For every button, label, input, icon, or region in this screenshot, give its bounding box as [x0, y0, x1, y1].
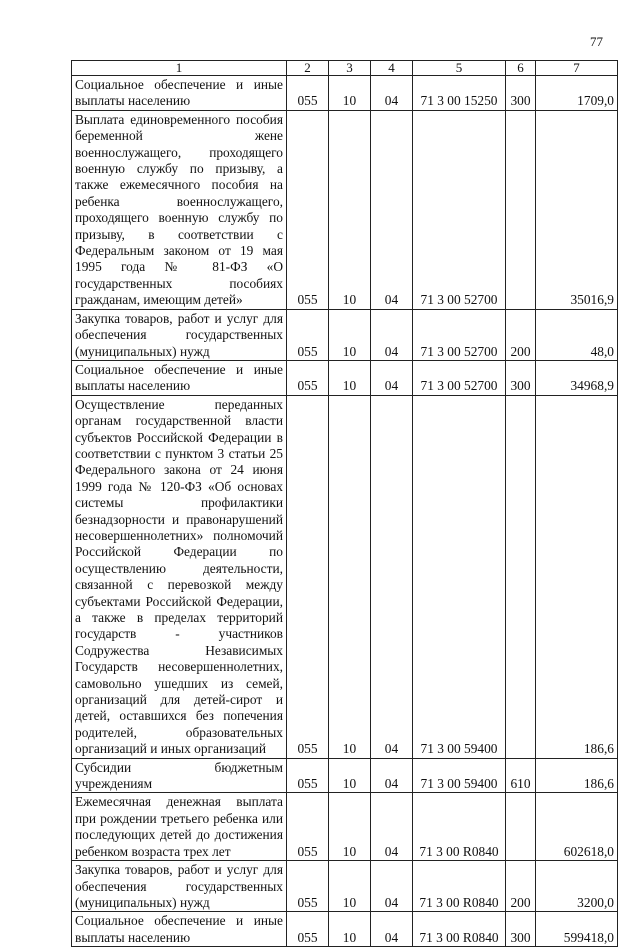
section-code: 10 — [329, 309, 371, 360]
subsection-code: 04 — [371, 861, 413, 912]
column-header: 1 — [72, 61, 287, 76]
budget-table — [71, 60, 618, 947]
section-code: 10 — [329, 110, 371, 309]
subsection-code: 04 — [371, 758, 413, 793]
subsection-code: 04 — [371, 912, 413, 947]
ved-code: 055 — [287, 395, 329, 758]
expense-type-code — [506, 110, 536, 309]
table-row — [72, 793, 618, 861]
amount: 602618,0 — [536, 793, 618, 861]
table-row — [72, 360, 618, 395]
amount: 35016,9 — [536, 110, 618, 309]
page-number: 77 — [590, 34, 603, 49]
row-name: Закупка товаров, работ и услуг для обеспечения государственных (муниципальных) нужд — [72, 861, 287, 912]
column-header: 6 — [506, 61, 536, 76]
section-code: 10 — [329, 861, 371, 912]
expense-type-code: 200 — [506, 861, 536, 912]
section-code: 10 — [329, 395, 371, 758]
subsection-code: 04 — [371, 110, 413, 309]
amount: 186,6 — [536, 758, 618, 793]
section-code: 10 — [329, 360, 371, 395]
column-header: 2 — [287, 61, 329, 76]
table-row — [72, 110, 618, 309]
expense-type-code: 610 — [506, 758, 536, 793]
amount: 186,6 — [536, 395, 618, 758]
target-article-code: 71 3 00 15250 — [413, 76, 506, 111]
column-header: 5 — [413, 61, 506, 76]
expense-type-code: 300 — [506, 360, 536, 395]
column-header: 7 — [536, 61, 618, 76]
table-row — [72, 309, 618, 360]
target-article-code: 71 3 00 59400 — [413, 395, 506, 758]
row-name: Социальное обеспечение и иные выплаты населению — [72, 912, 287, 947]
amount: 599418,0 — [536, 912, 618, 947]
target-article-code: 71 3 00 59400 — [413, 758, 506, 793]
section-code: 10 — [329, 912, 371, 947]
expense-type-code: 300 — [506, 76, 536, 111]
ved-code: 055 — [287, 309, 329, 360]
amount: 48,0 — [536, 309, 618, 360]
amount: 34968,9 — [536, 360, 618, 395]
subsection-code: 04 — [371, 76, 413, 111]
ved-code: 055 — [287, 110, 329, 309]
amount: 1709,0 — [536, 76, 618, 111]
subsection-code: 04 — [371, 793, 413, 861]
row-name: Социальное обеспечение и иные выплаты населению — [72, 360, 287, 395]
section-code: 10 — [329, 793, 371, 861]
row-name: Выплата единовременного пособия беременной жене военнослужащего, проходящего военную службу по призыву, а также ежемесячного пособия на ребенка военнослужащего, проходящего военную службу по призыву, в соответствии с Федеральным законом от 19 мая 1995 года № 81-ФЗ «О государственных пособиях гражданам, имеющим детей» — [72, 110, 287, 309]
column-header: 4 — [371, 61, 413, 76]
table-row — [72, 861, 618, 912]
ved-code: 055 — [287, 793, 329, 861]
row-name: Субсидии бюджетным учреждениям — [72, 758, 287, 793]
expense-type-code — [506, 793, 536, 861]
table-row — [72, 758, 618, 793]
target-article-code: 71 3 00 52700 — [413, 309, 506, 360]
ved-code: 055 — [287, 76, 329, 111]
table-row — [72, 395, 618, 758]
target-article-code: 71 3 00 R0840 — [413, 793, 506, 861]
section-code: 10 — [329, 76, 371, 111]
row-name: Закупка товаров, работ и услуг для обеспечения государственных (муниципальных) нужд — [72, 309, 287, 360]
target-article-code: 71 3 00 R0840 — [413, 912, 506, 947]
ved-code: 055 — [287, 912, 329, 947]
row-name: Осуществление переданных органам государственной власти субъектов Российской Федерации в соответствии с пунктом 3 статьи 25 Федерального закона от 24 июня 1999 года № 120-ФЗ «Об основах системы профилактики безнадзорности и правонарушений несовершеннолетних» полномочий Российской Федерации по осуществлению деятельности, связанной с перевозкой между субъектами Российской Федерации, а также в пределах территорий государств - участников Содружества Независимых Государств несовершеннолетних, самовольно ушедших из семей, организаций для детей-сирот и детей, оставшихся без попечения родителей, образовательных организаций и иных организаций — [72, 395, 287, 758]
expense-type-code — [506, 395, 536, 758]
section-code: 10 — [329, 758, 371, 793]
table-row — [72, 912, 618, 947]
target-article-code: 71 3 00 52700 — [413, 360, 506, 395]
target-article-code: 71 3 00 R0840 — [413, 861, 506, 912]
table-row — [72, 76, 618, 111]
ved-code: 055 — [287, 360, 329, 395]
column-header: 3 — [329, 61, 371, 76]
expense-type-code: 200 — [506, 309, 536, 360]
subsection-code: 04 — [371, 360, 413, 395]
subsection-code: 04 — [371, 395, 413, 758]
ved-code: 055 — [287, 861, 329, 912]
row-name: Ежемесячная денежная выплата при рождении третьего ребенка или последующих детей до достижения ребенком возраста трех лет — [72, 793, 287, 861]
subsection-code: 04 — [371, 309, 413, 360]
ved-code: 055 — [287, 758, 329, 793]
table-header-row — [72, 61, 618, 76]
row-name: Социальное обеспечение и иные выплаты населению — [72, 76, 287, 111]
expense-type-code: 300 — [506, 912, 536, 947]
target-article-code: 71 3 00 52700 — [413, 110, 506, 309]
amount: 3200,0 — [536, 861, 618, 912]
